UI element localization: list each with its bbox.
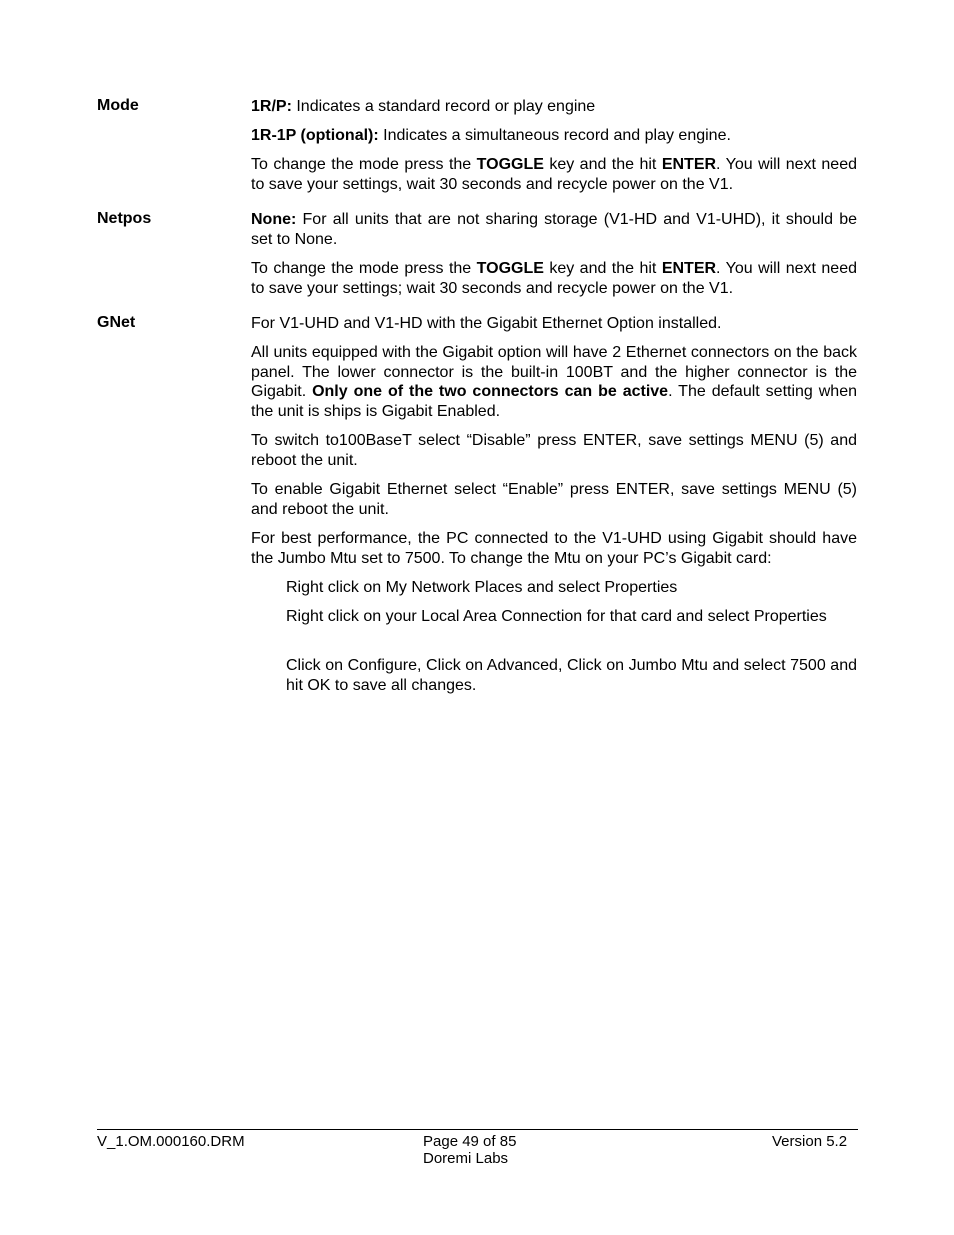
gnet-performance-note: For best performance, the PC connected to the V1-UHD using Gigabit should have the Jumbo Mtu set to 7500. To change the Mtu on your PC’s Gigabit card: xyxy=(251,530,857,567)
gnet-step-1: Right click on My Network Places and select Properties xyxy=(286,579,678,596)
term-gnet: GNet xyxy=(97,314,136,331)
footer-page-info xyxy=(423,1133,516,1167)
mode-change-instructions: To change the mode press the TOGGLE key and the hit ENTER. You will next need to save your settings, wait 30 seconds and recycle power on the V1. xyxy=(251,156,857,193)
mode-desc-1rp: 1R/P: Indicates a standard record or play engine xyxy=(251,98,596,115)
gnet-intro: For V1-UHD and V1-HD with the Gigabit Ethernet Option installed. xyxy=(251,315,722,332)
netpos-change-instructions: To change the mode press the TOGGLE key and the hit ENTER. You will next need to save your settings; wait 30 seconds and recycle power on the V1. xyxy=(251,260,857,297)
term-mode: Mode xyxy=(97,97,139,114)
footer-version: Version 5.2 xyxy=(772,1133,848,1150)
gnet-enable-gigabit: To enable Gigabit Ethernet select “Enable” press ENTER, save settings MENU (5) and reboot the unit. xyxy=(251,481,857,518)
footer-company: Doremi Labs xyxy=(423,1150,509,1167)
term-netpos: Netpos xyxy=(97,210,152,227)
netpos-desc-none: None: For all units that are not sharing storage (V1-HD and V1-UHD), it should be set to None. xyxy=(251,211,857,248)
gnet-step-2: Right click on your Local Area Connection for that card and select Properties xyxy=(286,608,827,625)
footer-page-number: Page 49 of 85 xyxy=(423,1133,517,1150)
footer-doc-id: V_1.OM.000160.DRM xyxy=(97,1133,245,1150)
gnet-step-3: Click on Configure, Click on Advanced, Click on Jumbo Mtu and select 7500 and hit OK to save all changes. xyxy=(286,657,857,694)
gnet-switch-100baset: To switch to100BaseT select “Disable” press ENTER, save settings MENU (5) and reboot the unit. xyxy=(251,432,857,469)
footer-rule xyxy=(97,1129,858,1130)
mode-desc-1r1p: 1R-1P (optional): Indicates a simultaneous record and play engine. xyxy=(251,127,731,144)
gnet-connectors: All units equipped with the Gigabit option will have 2 Ethernet connectors on the back panel. The lower connector is the built-in 100BT and the higher connector is the Gigabit. Only one of the two connectors can be active. The default setting when the unit is ships is Gigabit Enabled. xyxy=(251,344,857,420)
